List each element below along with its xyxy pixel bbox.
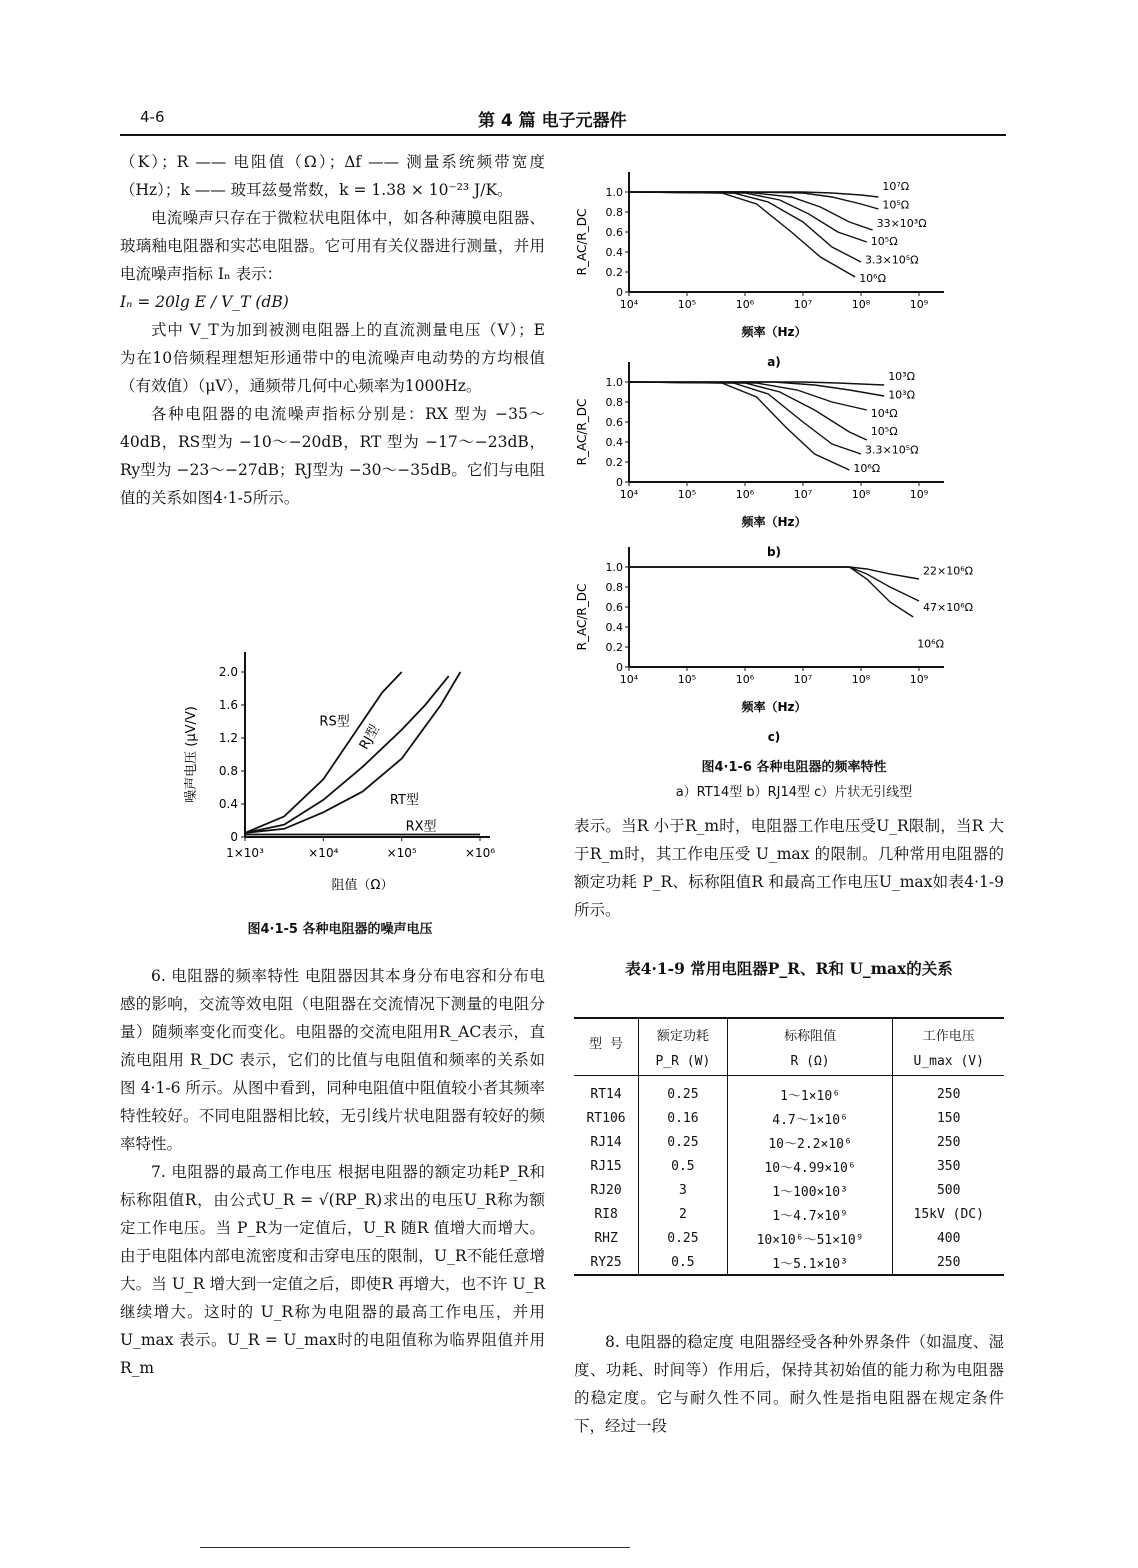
table-row bbox=[574, 1250, 1004, 1275]
left-column bbox=[120, 148, 545, 512]
paragraph: 表示。当R 小于R_m时，电阻器工作电压受U_R限制，当R 大于R_m时，其工作电压受 U_max 的限制。几种常用电阻器的额定功耗 P_R、标称阻值R 和最高工作电压U_max如表4·1-9所示。 bbox=[574, 817, 1004, 919]
x-tick-label: 10⁸ bbox=[851, 488, 871, 501]
y-tick-label: 0.4 bbox=[605, 436, 623, 449]
table-cell: 0.5 bbox=[639, 1250, 728, 1275]
series-line bbox=[245, 672, 460, 833]
series-label: 33×10³Ω bbox=[876, 216, 927, 230]
x-tick-label: 10⁹ bbox=[909, 298, 929, 311]
left-column-lower bbox=[120, 962, 545, 1382]
y-tick-label: 1.0 bbox=[605, 186, 623, 199]
y-tick-label: 1.0 bbox=[605, 376, 623, 389]
table-row bbox=[574, 1178, 1004, 1202]
series-line bbox=[629, 567, 913, 617]
x-tick-label: 10⁵ bbox=[677, 298, 697, 311]
x-axis-label: 频率（Hz） bbox=[741, 515, 807, 529]
table-cell: 1～4.7×10⁹ bbox=[727, 1202, 893, 1226]
x-tick-label: 10⁴ bbox=[619, 673, 639, 686]
frequency-characteristics-chart bbox=[574, 162, 1014, 742]
table-cell: 1～5.1×10³ bbox=[727, 1250, 893, 1275]
x-tick-label: 10⁹ bbox=[909, 488, 929, 501]
figure-caption: 图4·1-6 各种电阻器的频率特性 bbox=[701, 760, 887, 775]
series-line bbox=[629, 382, 867, 410]
figure-caption: 图4·1-5 各种电阻器的噪声电压 bbox=[247, 922, 433, 937]
right-column bbox=[574, 812, 1004, 924]
table-row bbox=[574, 1106, 1004, 1130]
x-tick-label: 10⁸ bbox=[851, 298, 871, 311]
series-label: RJ型 bbox=[356, 722, 383, 753]
y-tick-label: 0 bbox=[616, 286, 623, 299]
y-tick-label: 0.2 bbox=[605, 266, 623, 279]
table-cell: 0.25 bbox=[639, 1076, 728, 1107]
table-cell: RJ20 bbox=[574, 1178, 639, 1202]
table-header: 标称阻值 R (Ω) bbox=[727, 1018, 893, 1076]
panel-label: c) bbox=[767, 730, 781, 744]
y-axis-label: R_AC/R_DC bbox=[575, 583, 589, 651]
table-title: 表4·1-9 常用电阻器P_R、R和 U_max的关系 bbox=[625, 959, 953, 978]
series-line bbox=[629, 192, 855, 277]
y-tick-label: 0 bbox=[616, 661, 623, 674]
table-cell: RI8 bbox=[574, 1202, 639, 1226]
table-header: 型 号 bbox=[574, 1018, 639, 1076]
table-cell: 500 bbox=[936, 1182, 961, 1198]
y-tick-label: 1.0 bbox=[605, 561, 623, 574]
x-axis-label: 频率（Hz） bbox=[741, 700, 807, 714]
table-cell: 15kV (DC) bbox=[913, 1206, 984, 1222]
table-row bbox=[574, 1202, 1004, 1226]
table-row bbox=[574, 1154, 1004, 1178]
table-cell: 250 bbox=[936, 1254, 961, 1270]
table-cell: 400 bbox=[936, 1230, 961, 1246]
table-cell: 2 bbox=[639, 1202, 728, 1226]
series-line bbox=[629, 192, 861, 262]
table-cell: 10×10⁶～51×10⁹ bbox=[727, 1226, 893, 1250]
table-row bbox=[574, 1226, 1004, 1250]
equation: Iₙ = 20lg E / V_T (dB) bbox=[120, 293, 289, 311]
y-tick-label: 0.8 bbox=[605, 581, 623, 594]
frequency-panel bbox=[575, 172, 944, 369]
y-tick-label: 0.2 bbox=[605, 641, 623, 654]
series-label: RS型 bbox=[319, 714, 350, 730]
y-tick-label: 1.2 bbox=[218, 731, 238, 745]
paragraph: （K）；R —— 电阻值（Ω）；Δf —— 测量系统频带宽度（Hz）；k —— 玻耳兹曼常数，k = 1.38 × 10⁻²³ J/K。 bbox=[120, 153, 545, 199]
x-axis-label: 阻值（Ω） bbox=[331, 878, 394, 893]
table-cell: 1～100×10³ bbox=[727, 1178, 893, 1202]
y-tick-label: 0.4 bbox=[218, 797, 238, 811]
table-cell: 4.7～1×10⁶ bbox=[727, 1106, 893, 1130]
table-row bbox=[574, 1130, 1004, 1154]
y-tick-label: 1.6 bbox=[218, 698, 238, 712]
table-cell: 10～4.99×10⁶ bbox=[727, 1154, 893, 1178]
x-tick-label: ×10⁵ bbox=[386, 846, 417, 860]
table-cell: 3 bbox=[639, 1178, 728, 1202]
series-line bbox=[245, 676, 449, 833]
x-tick-label: 10⁴ bbox=[619, 488, 639, 501]
y-tick-label: 0.6 bbox=[605, 601, 623, 614]
series-label: RX型 bbox=[405, 819, 437, 835]
table-cell: RT106 bbox=[574, 1106, 639, 1130]
table-cell: 250 bbox=[936, 1134, 961, 1150]
series-line bbox=[629, 567, 919, 579]
paragraph: 7. 电阻器的最高工作电压 根据电阻器的额定功耗P_R和标称阻值R，由公式U_R = √(RP_R)求出的电压U_R称为额定工作电压。当 P_R为一定值后，U_R 随R 值增大而增大。由于电阻体内部电流密度和击穿电压的限制，U_R不能任意增大。当 U_R 增大到一定值之后，即使R 再增大，也不许 U_R 继续增大。这时的 U_R称为电阻器的最高工作电压，并用 U_max 表示。U_R = U_max时的电阻值称为临界阻值并用 R_m bbox=[120, 1163, 545, 1377]
series-label: 10⁶Ω bbox=[917, 637, 945, 651]
resistor-table bbox=[574, 1017, 1004, 1276]
series-label: 10⁴Ω bbox=[870, 406, 898, 420]
series-label: 22×10⁶Ω bbox=[923, 564, 974, 578]
figure-subcaption: a）RT14型 b）RJ14型 c）片状无引线型 bbox=[675, 785, 913, 800]
x-tick-label: 10⁷ bbox=[793, 298, 813, 311]
footer-rule bbox=[200, 1547, 630, 1548]
panel-label: b) bbox=[766, 545, 782, 559]
series-line bbox=[629, 382, 867, 440]
x-tick-label: ×10⁶ bbox=[464, 846, 496, 860]
header-rule bbox=[120, 134, 1006, 136]
y-tick-label: 0.4 bbox=[605, 621, 623, 634]
series-label: 10³Ω bbox=[888, 388, 916, 402]
x-tick-label: 1×10³ bbox=[226, 846, 264, 860]
table-cell: 0.25 bbox=[639, 1130, 728, 1154]
paragraph: 8. 电阻器的稳定度 电阻器经受各种外界条件（如温度、湿度、功耗、时间等）作用后，保持其初始值的能力称为电阻器的稳定度。它与耐久性不同。耐久性是指电阻器在规定条件下，经过一段 bbox=[574, 1333, 1004, 1435]
series-label: 10³Ω bbox=[888, 370, 916, 384]
series-label: 3.3×10⁵Ω bbox=[865, 443, 919, 457]
y-axis-label: 噪声电压 (μV/V) bbox=[184, 706, 199, 803]
x-tick-label: 10⁴ bbox=[619, 298, 639, 311]
y-axis-label: R_AC/R_DC bbox=[575, 208, 589, 276]
table-cell: 350 bbox=[936, 1158, 961, 1174]
series-label: 10⁵Ω bbox=[870, 235, 898, 249]
table-row bbox=[574, 1076, 1004, 1107]
x-tick-label: 10⁶ bbox=[735, 673, 755, 686]
paragraph: 电流噪声只存在于微粒状电阻体中，如各种薄膜电阻器、玻璃釉电阻器和实芯电阻器。它可用有关仪器进行测量，并用电流噪声指标 Iₙ 表示： bbox=[120, 209, 545, 283]
y-tick-label: 0.8 bbox=[605, 396, 623, 409]
page-number: 4-6 bbox=[140, 108, 165, 126]
table-cell: 10～2.2×10⁶ bbox=[727, 1130, 893, 1154]
frequency-panel bbox=[575, 547, 973, 744]
table-cell: RT14 bbox=[574, 1076, 639, 1107]
table-cell: 150 bbox=[936, 1110, 961, 1126]
frequency-panel bbox=[575, 362, 944, 559]
y-tick-label: 0.4 bbox=[605, 246, 623, 259]
series-line bbox=[629, 382, 849, 470]
page-header-title: 第 4 篇 电子元器件 bbox=[478, 111, 627, 131]
x-tick-label: 10⁸ bbox=[851, 673, 871, 686]
paragraph: 各种电阻器的电流噪声指标分别是：RX 型为 −35～40dB，RS型为 −10～−20dB，RT 型为 −17～−23dB，Ry型为 −23～−27dB；RJ型为 −30～−35dB。它们与电阻值的关系如图4·1-5所示。 bbox=[120, 405, 545, 507]
series-label: 10⁵Ω bbox=[870, 425, 898, 439]
x-tick-label: 10⁵ bbox=[677, 673, 697, 686]
x-tick-label: 10⁷ bbox=[793, 488, 813, 501]
table-header: 额定功耗 P_R (W) bbox=[639, 1018, 728, 1076]
table-cell: RJ15 bbox=[574, 1154, 639, 1178]
y-tick-label: 0 bbox=[616, 476, 623, 489]
y-tick-label: 0.8 bbox=[605, 206, 623, 219]
y-axis-label: R_AC/R_DC bbox=[575, 398, 589, 466]
table-cell: 0.5 bbox=[639, 1154, 728, 1178]
noise-voltage-chart bbox=[170, 640, 510, 915]
table-cell: 0.25 bbox=[639, 1226, 728, 1250]
series-label: 10⁶Ω bbox=[853, 461, 881, 475]
series-line bbox=[629, 567, 919, 601]
y-tick-label: 0.2 bbox=[605, 456, 623, 469]
x-tick-label: 10⁵ bbox=[677, 488, 697, 501]
table-cell: 250 bbox=[936, 1086, 961, 1102]
y-tick-label: 0.8 bbox=[218, 764, 238, 778]
series-label: 47×10⁶Ω bbox=[923, 601, 974, 614]
series-label: 3.3×10⁵Ω bbox=[865, 253, 919, 267]
series-line bbox=[629, 382, 884, 396]
table-cell: 1～1×10⁶ bbox=[727, 1076, 893, 1107]
x-tick-label: 10⁷ bbox=[793, 673, 813, 686]
table-header: 工作电压 U_max (V) bbox=[893, 1018, 1004, 1076]
table-cell: RY25 bbox=[574, 1250, 639, 1275]
x-tick-label: ×10⁴ bbox=[308, 846, 339, 860]
table-cell: RJ14 bbox=[574, 1130, 639, 1154]
table-cell: RHZ bbox=[574, 1226, 639, 1250]
series-label: RT型 bbox=[389, 793, 419, 808]
y-tick-label: 2.0 bbox=[218, 665, 238, 679]
x-tick-label: 10⁶ bbox=[735, 488, 755, 501]
panel-label: a) bbox=[767, 355, 781, 369]
series-label: 10⁶Ω bbox=[859, 271, 887, 285]
x-axis-label: 频率（Hz） bbox=[741, 325, 807, 339]
series-line bbox=[629, 192, 867, 242]
x-tick-label: 10⁶ bbox=[735, 298, 755, 311]
right-column-lower bbox=[574, 1328, 1004, 1440]
paragraph: 6. 电阻器的频率特性 电阻器因其本身分布电容和分布电感的影响，交流等效电阻（电阻器在交流情况下测量的电阻分量）随频率变化而变化。电阻器的交流电阻用R_AC表示，直流电阻用 R_DC 表示，它们的比值与电阻值和频率的关系如图 4·1-6 所示。从图中看到，同种电阻值中阻值较小者其频率特性较好。不同电阻器相比较，无引线片状电阻器有较好的频率特性。 bbox=[120, 967, 545, 1153]
y-tick-label: 0.6 bbox=[605, 226, 623, 239]
series-label: 10⁵Ω bbox=[882, 198, 910, 212]
table-cell: 0.16 bbox=[639, 1106, 728, 1130]
y-tick-label: 0 bbox=[230, 830, 238, 844]
x-tick-label: 10⁹ bbox=[909, 673, 929, 686]
series-label: 10⁷Ω bbox=[882, 180, 910, 194]
paragraph: 式中 V_T为加到被测电阻器上的直流测量电压（V）；E 为在10倍频程理想矩形通带中的电流噪声电动势的方均根值（有效值）（μV），通频带几何中心频率为1000Hz。 bbox=[120, 321, 545, 395]
y-tick-label: 0.6 bbox=[605, 416, 623, 429]
